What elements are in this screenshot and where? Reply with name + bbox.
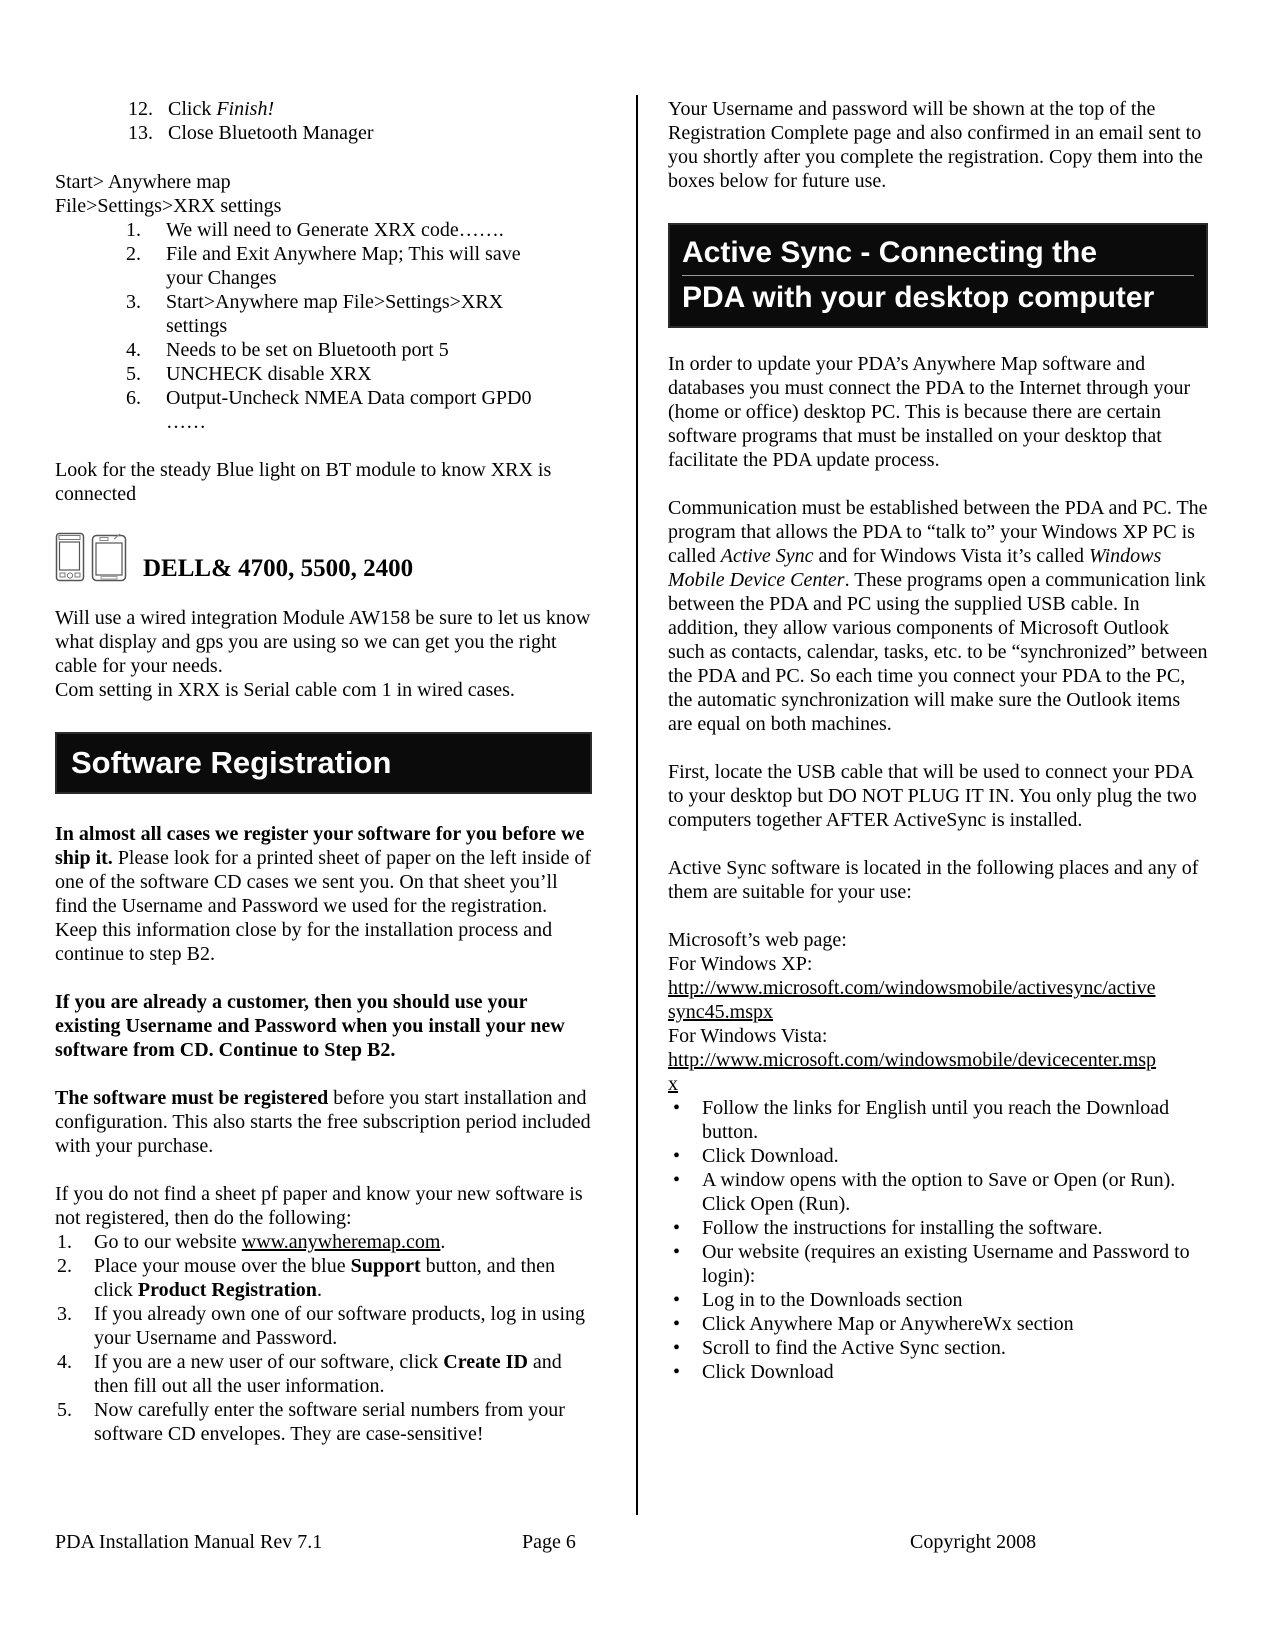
bullet-glyph: • [673,1145,681,1167]
paragraph-blue-light: Look for the steady Blue light on BT module to know XRX is connected [55,459,552,505]
list-item-number: 1. [57,1231,72,1253]
list-item [57,1350,592,1398]
list-item-number: 5. [126,363,141,385]
list-item-text: If you already own one of our software products, log in using your Username and Password. [94,1303,585,1349]
section-header-active-sync [668,223,1208,328]
list-item-text: Start>Anywhere map File>Settings>XRX settings [166,291,504,337]
left-column [55,97,592,1446]
list-item-text: We will need to Generate XRX code……. [166,219,504,241]
bullet-text: Scroll to find the Active Sync section. [702,1337,1006,1359]
column-divider [636,95,638,1515]
bullet-item [668,1312,1208,1336]
download-steps-bullet-list [668,1096,1208,1384]
list-item-number: 2. [57,1255,72,1277]
list-item [57,1302,592,1350]
paragraph-wired-module: Will use a wired integration Module AW158 be sure to let us know what display and gps you are using so we can get you the right cable for your needs. [55,607,591,677]
bullet-glyph: • [673,1361,681,1383]
list-item-text: Click Finish! [168,98,275,120]
bullet-glyph: • [673,1169,681,1191]
list-item [126,242,592,290]
bullet-text: Our website (requires an existing Username and Password to login): [702,1241,1190,1287]
windows-xp-label: For Windows XP: [668,953,813,975]
list-item-text: UNCHECK disable XRX [166,363,372,385]
windows-vista-label: For Windows Vista: [668,1025,828,1047]
footer-copyright: Copyright 2008 [910,1531,1037,1553]
list-item [57,1398,592,1446]
paragraph-existing-customer: If you are already a customer, then you should use your existing Username and Password when you install your new software from CD. Continue to Step B2. [55,991,565,1061]
list-item-number: 3. [57,1303,72,1325]
list-item [126,386,592,434]
list-item-text: Now carefully enter the software serial numbers from your software CD envelopes. They are case-sensitive! [94,1399,565,1445]
menu-path-line: Start> Anywhere map [55,171,231,193]
bullet-text: Follow the links for English until you reach the Download button. [702,1097,1170,1143]
paragraph-update-pda: In order to update your PDA’s Anywhere Map software and databases you must connect the PDA to the Internet through your (home or office) desktop PC. This is because there are certain software programs that must be installed on your desktop that facilitate the PDA update process. [668,353,1191,471]
bullet-glyph: • [673,1313,681,1335]
devicecenter-vista-link[interactable]: http://www.microsoft.com/windowsmobile/devicecenter.msp x [668,1049,1157,1095]
list-item [57,1254,592,1302]
list-item-text: If you are a new user of our software, click Create ID and then fill out all the user information. [94,1351,562,1397]
list-item-text: Place your mouse over the blue Support button, and then click Product Registration. [94,1255,556,1301]
bullet-glyph: • [673,1289,681,1311]
list-item-number: 13. [128,122,153,144]
list-item-number: 6. [126,387,141,409]
list-item-text: Close Bluetooth Manager [168,122,374,144]
bullet-text: A window opens with the option to Save or Open (or Run). Click Open (Run). [702,1169,1176,1215]
microsoft-webpage-label: Microsoft’s web page: [668,929,847,951]
bullet-glyph: • [673,1097,681,1119]
bullet-item [668,1144,1208,1168]
right-column [668,97,1208,1384]
paragraph-we-register: In almost all cases we register your software for you before we ship it. Please look for a printed sheet of paper on the left inside of one of the software CD cases we sent you. On that sheet you’ll find the Username and Password we used for the registration. Keep this information close by for the installation process and continue to step B2. [55,823,591,965]
bullet-text: Click Download [702,1361,834,1383]
bullet-glyph: • [673,1241,681,1263]
list-item-text: Output-Uncheck NMEA Data comport GPD0 …… [166,387,532,433]
paragraph-communication: Communication must be established between the PDA and PC. The program that allows the PDA to “talk to” your Windows XP PC is called Active Sync and for Windows Vista it’s called Windows Mobile Device Center. These programs open a communication link between the PDA and PC using the supplied USB cable. In addition, they allow various components of Microsoft Outlook such as contacts, calendar, tasks, etc. to be “synchronized” between the PDA and PC. So each time you connect your PDA to the PC, the automatic synchronization will make sure the Outlook items are equal on both machines. [668,497,1208,735]
section-header-software-registration: Software Registration [55,732,592,794]
paragraph-usb-cable: First, locate the USB cable that will be used to connect your PDA to your desktop but DO NOT PLUG IT IN. You only plug the two computers together AFTER ActiveSync is installed. [668,761,1197,831]
bullet-item [668,1288,1208,1312]
list-item-number: 1. [126,219,141,241]
list-item [126,338,592,362]
list-item [128,97,592,121]
bullet-text: Click Anywhere Map or AnywhereWx section [702,1313,1074,1335]
section-header-line1: Active Sync - Connecting the [682,233,1194,276]
registration-steps-list [57,1230,592,1446]
list-item-text: File and Exit Anywhere Map; This will save your Changes [166,243,521,289]
paragraph-com-setting: Com setting in XRX is Serial cable com 1 in wired cases. [55,679,515,701]
bullet-item [668,1360,1208,1384]
paragraph-activesync-location: Active Sync software is located in the following places and any of them are suitable for your use: [668,857,1199,903]
list-item-number: 4. [57,1351,72,1373]
bullet-item [668,1096,1208,1144]
list-item [126,218,592,242]
bullet-glyph: • [673,1337,681,1359]
list-item-number: 5. [57,1399,72,1421]
xrx-settings-list [126,218,592,434]
list-item-number: 3. [126,291,141,313]
bullet-item [668,1216,1208,1240]
paragraph-username-shown: Your Username and password will be shown at the top of the Registration Complete page and also confirmed in an email sent to you shortly after you complete the registration. Copy them into the boxes below for future use. [668,98,1203,192]
list-item-text [94,1230,592,1254]
bullet-text: Log in to the Downloads section [702,1289,963,1311]
list-item [128,121,592,145]
bullet-text: Follow the instructions for installing the software. [702,1217,1103,1239]
pda-device-icon [91,532,127,582]
list-item-text: Needs to be set on Bluetooth port 5 [166,339,449,361]
bullet-item [668,1336,1208,1360]
dell-models-row [55,532,592,582]
list-item [126,290,592,338]
anywheremap-link[interactable]: Go to our website www.anywheremap.com. [94,1231,446,1253]
section-header-line2: PDA with your desktop computer [682,281,1155,314]
pda-device-icon [55,532,85,582]
list-item [126,362,592,386]
paragraph-must-register: The software must be registered before you start installation and configuration. This also starts the free subscription period included with your purchase. [55,1087,591,1157]
footer-manual-title: PDA Installation Manual Rev 7.1 [55,1531,323,1553]
bullet-item [668,1168,1208,1216]
bluetooth-steps-list [128,97,592,145]
dell-models-label: DELL& 4700, 5500, 2400 [143,555,414,582]
activesync-xp-link[interactable]: http://www.microsoft.com/windowsmobile/activesync/active sync45.mspx [668,977,1156,1023]
list-item-number: 4. [126,339,141,361]
menu-path-line: File>Settings>XRX settings [55,195,282,217]
page-number: Page 6 [522,1531,576,1553]
paragraph-no-sheet: If you do not find a sheet pf paper and know your new software is not registered, then do the following: [55,1183,583,1229]
list-item [57,1230,592,1254]
list-item-number: 2. [126,243,141,265]
bullet-item [668,1240,1208,1288]
bullet-glyph: • [673,1217,681,1239]
bullet-text: Click Download. [702,1145,839,1167]
list-item-number: 12. [128,98,153,120]
